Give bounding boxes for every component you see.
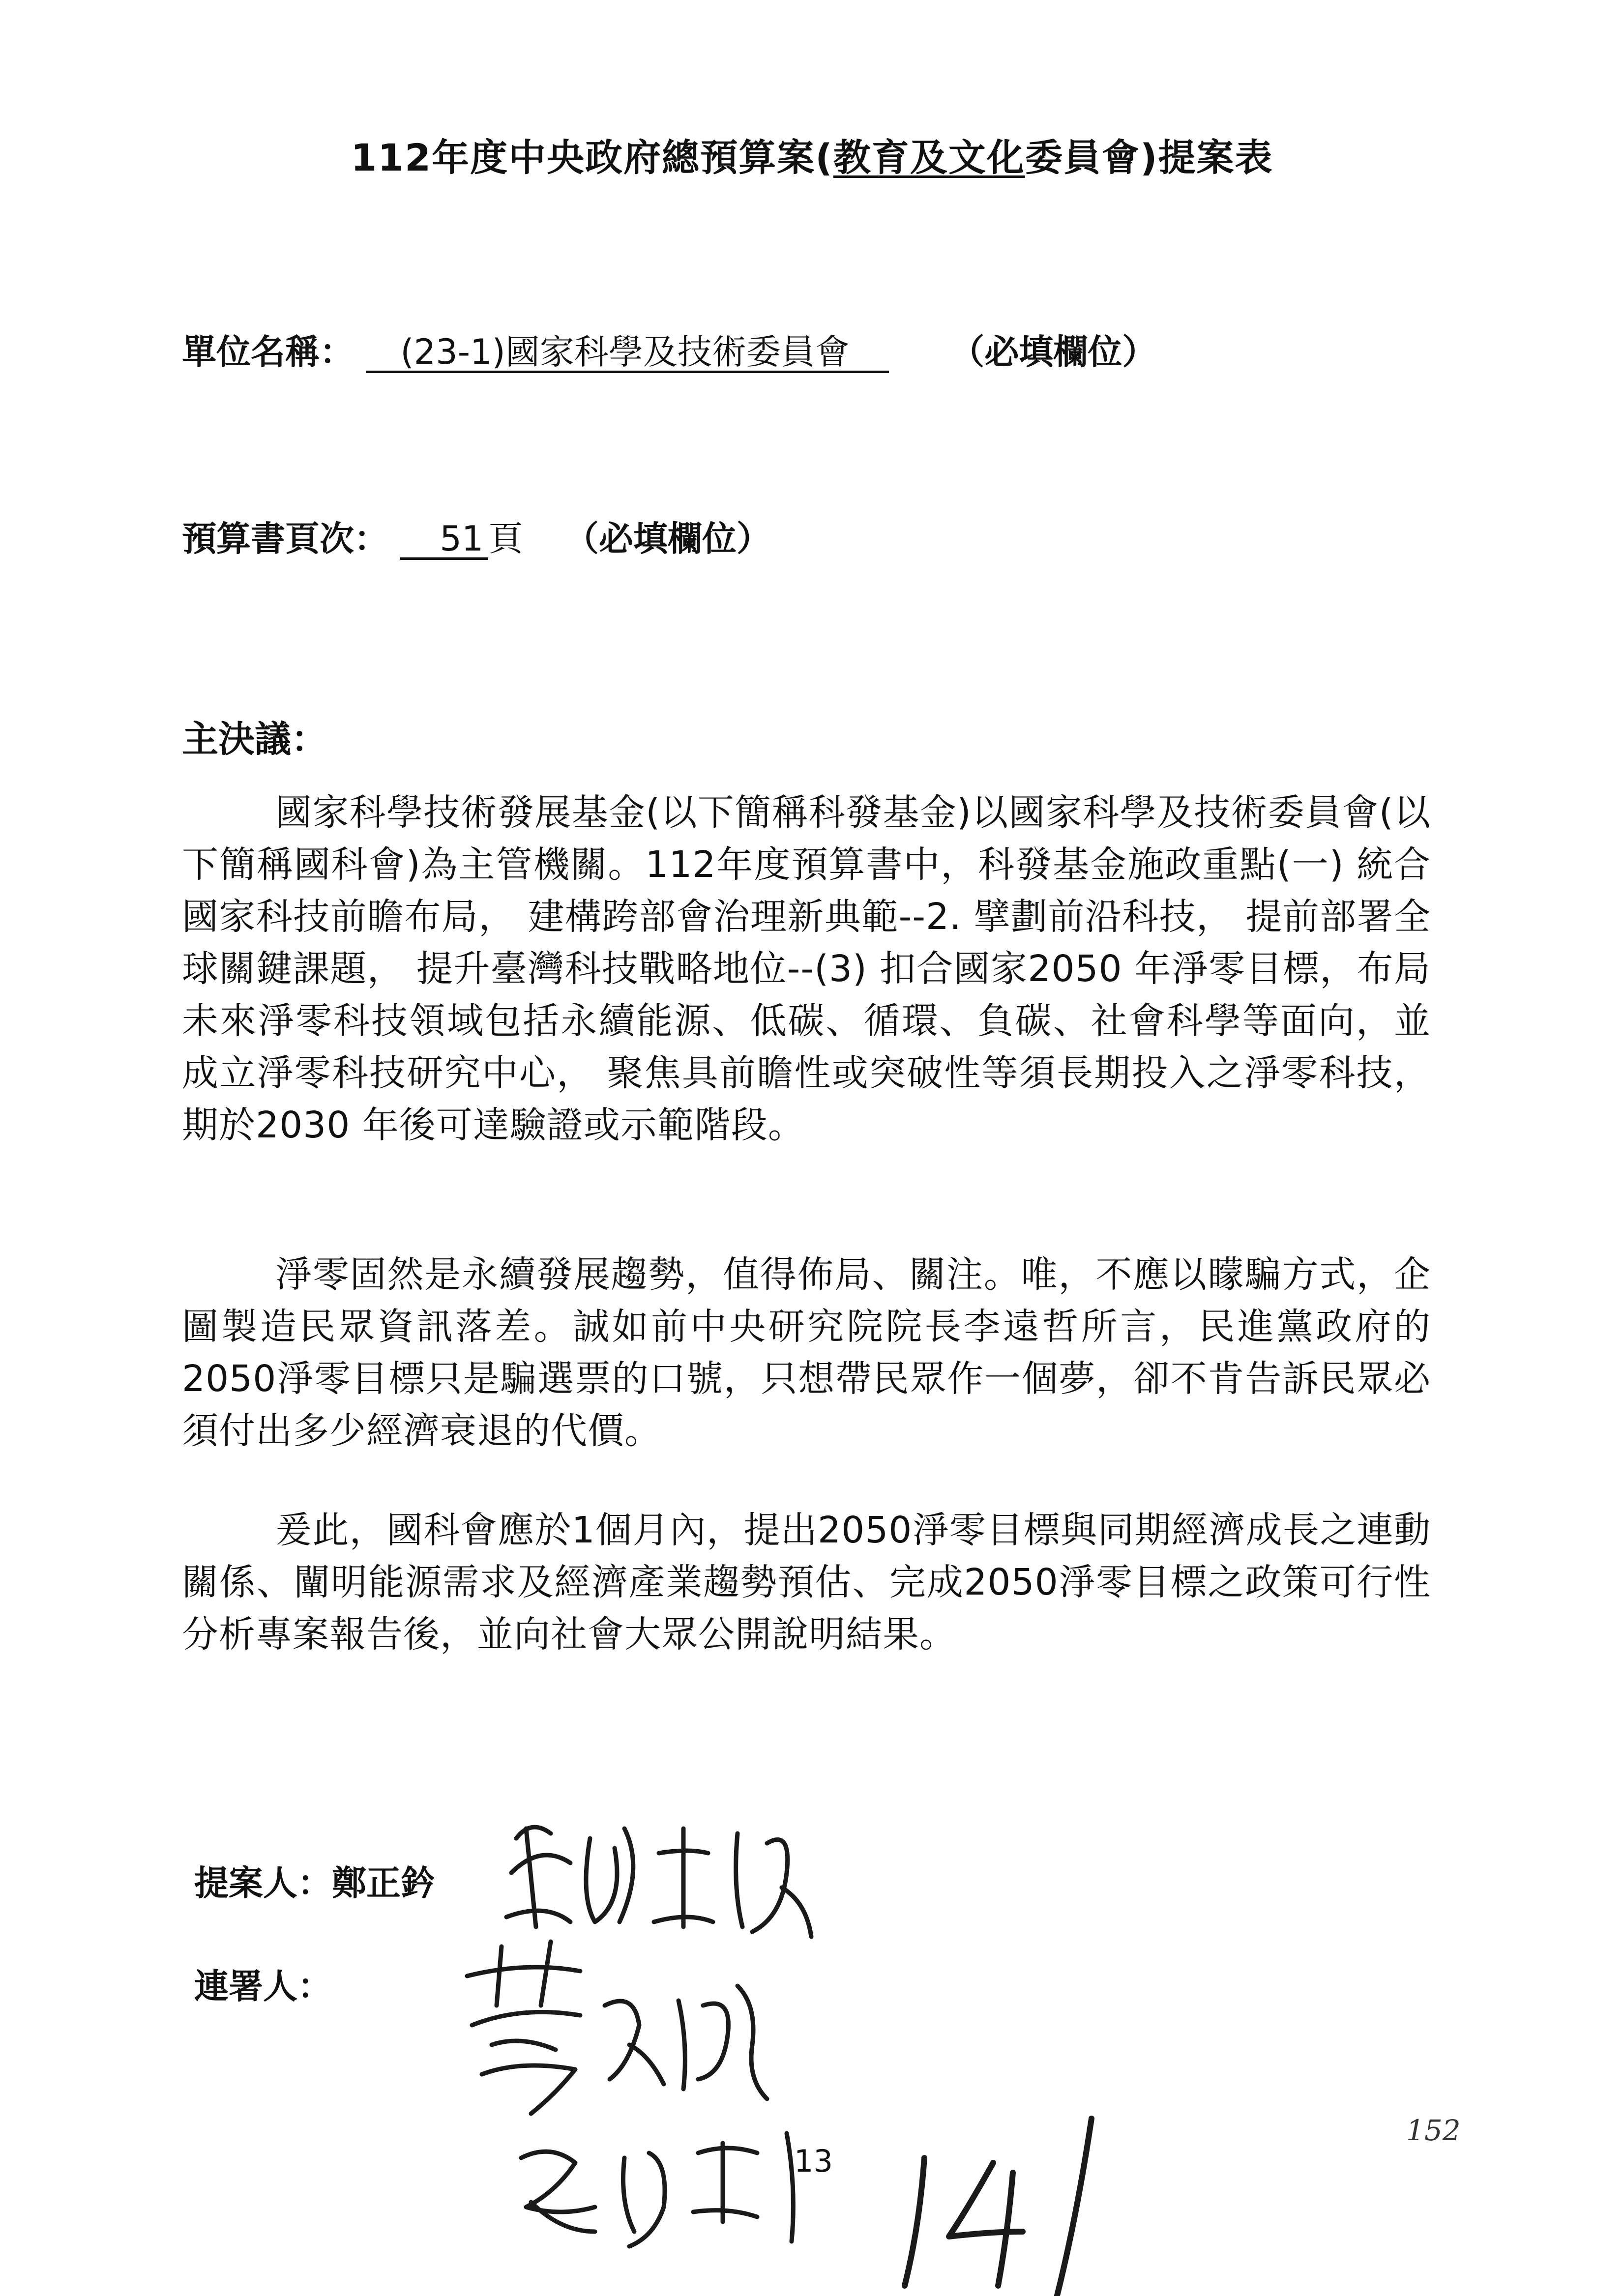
proposer-name: 鄭正鈐: [332, 1863, 435, 1903]
unit-name-label: 單位名稱：: [182, 332, 354, 372]
signature-cosigner-1: [467, 1942, 767, 2114]
resolution-heading: 主決議：: [182, 718, 327, 760]
unit-name-value: (23-1)國家科學及技術委員會: [366, 334, 889, 373]
unit-required-note: （必填欄位）: [950, 332, 1157, 372]
signature-cosigner-2: [521, 2133, 793, 2246]
page-number: 13: [794, 2143, 833, 2179]
handwritten-signatures: [0, 1770, 1624, 2296]
budget-page-label: 預算書頁次：: [182, 519, 388, 559]
handwritten-corner-number: 152: [1406, 2114, 1461, 2147]
budget-page-unit: 頁: [488, 519, 523, 559]
budget-page-field: [182, 511, 771, 561]
resolution-paragraph-1: 國家科學技術發展基金(以下簡稱科發基金)以國家科學及技術委員會(以下簡稱國科會)為主管機關。112年度預算書中，科發基金施政重點(一) 統合國家科技前瞻布局， 建構跨部會治理新典範--2. 擘劃前沿科技， 提前部署全球關鍵課題， 提升臺灣科技戰略地位--(3) 扣合國家2050 年淨零目標，布局未來淨零科技領域包括永續能源、低碳、循環、負碳、社會科學等面向，並成立淨零科技研究中心， 聚焦具前瞻性或突破性等須長期投入之淨零科技， 期於2030 年後可達驗證或示範階段。: [182, 791, 1431, 1146]
cosigner-label: 連署人：: [194, 1966, 332, 2006]
unit-name-field: [182, 324, 1156, 374]
page-title: 112年度中央政府總預算案(教育及文化委員會)提案表: [351, 136, 1273, 179]
committee-name: 教育及文化: [833, 136, 1025, 179]
budget-page-required-note: （必填欄位）: [564, 519, 771, 559]
handwritten-number-141: [905, 2119, 1092, 2296]
resolution-paragraph-3: 爰此，國科會應於1個月內，提出2050淨零目標與同期經濟成長之連動關係、闡明能源需求及經濟產業趨勢預估、完成2050淨零目標之政策可行性分析專案報告後，並向社會大眾公開說明結果。: [182, 1509, 1431, 1656]
proposer-label: 提案人：: [194, 1863, 332, 1903]
resolution-paragraph-2: 淨零固然是永續發展趨勢，值得佈局、關注。唯，不應以矇騙方式，企圖製造民眾資訊落差。誠如前中央研究院院長李遠哲所言，民進黨政府的2050淨零目標只是騙選票的口號，只想帶民眾作一個夢，卻不肯告訴民眾必須付出多少經濟衰退的代價。: [182, 1253, 1431, 1452]
signature-proposer: [506, 1827, 811, 1937]
budget-page-value: 51: [400, 521, 488, 560]
